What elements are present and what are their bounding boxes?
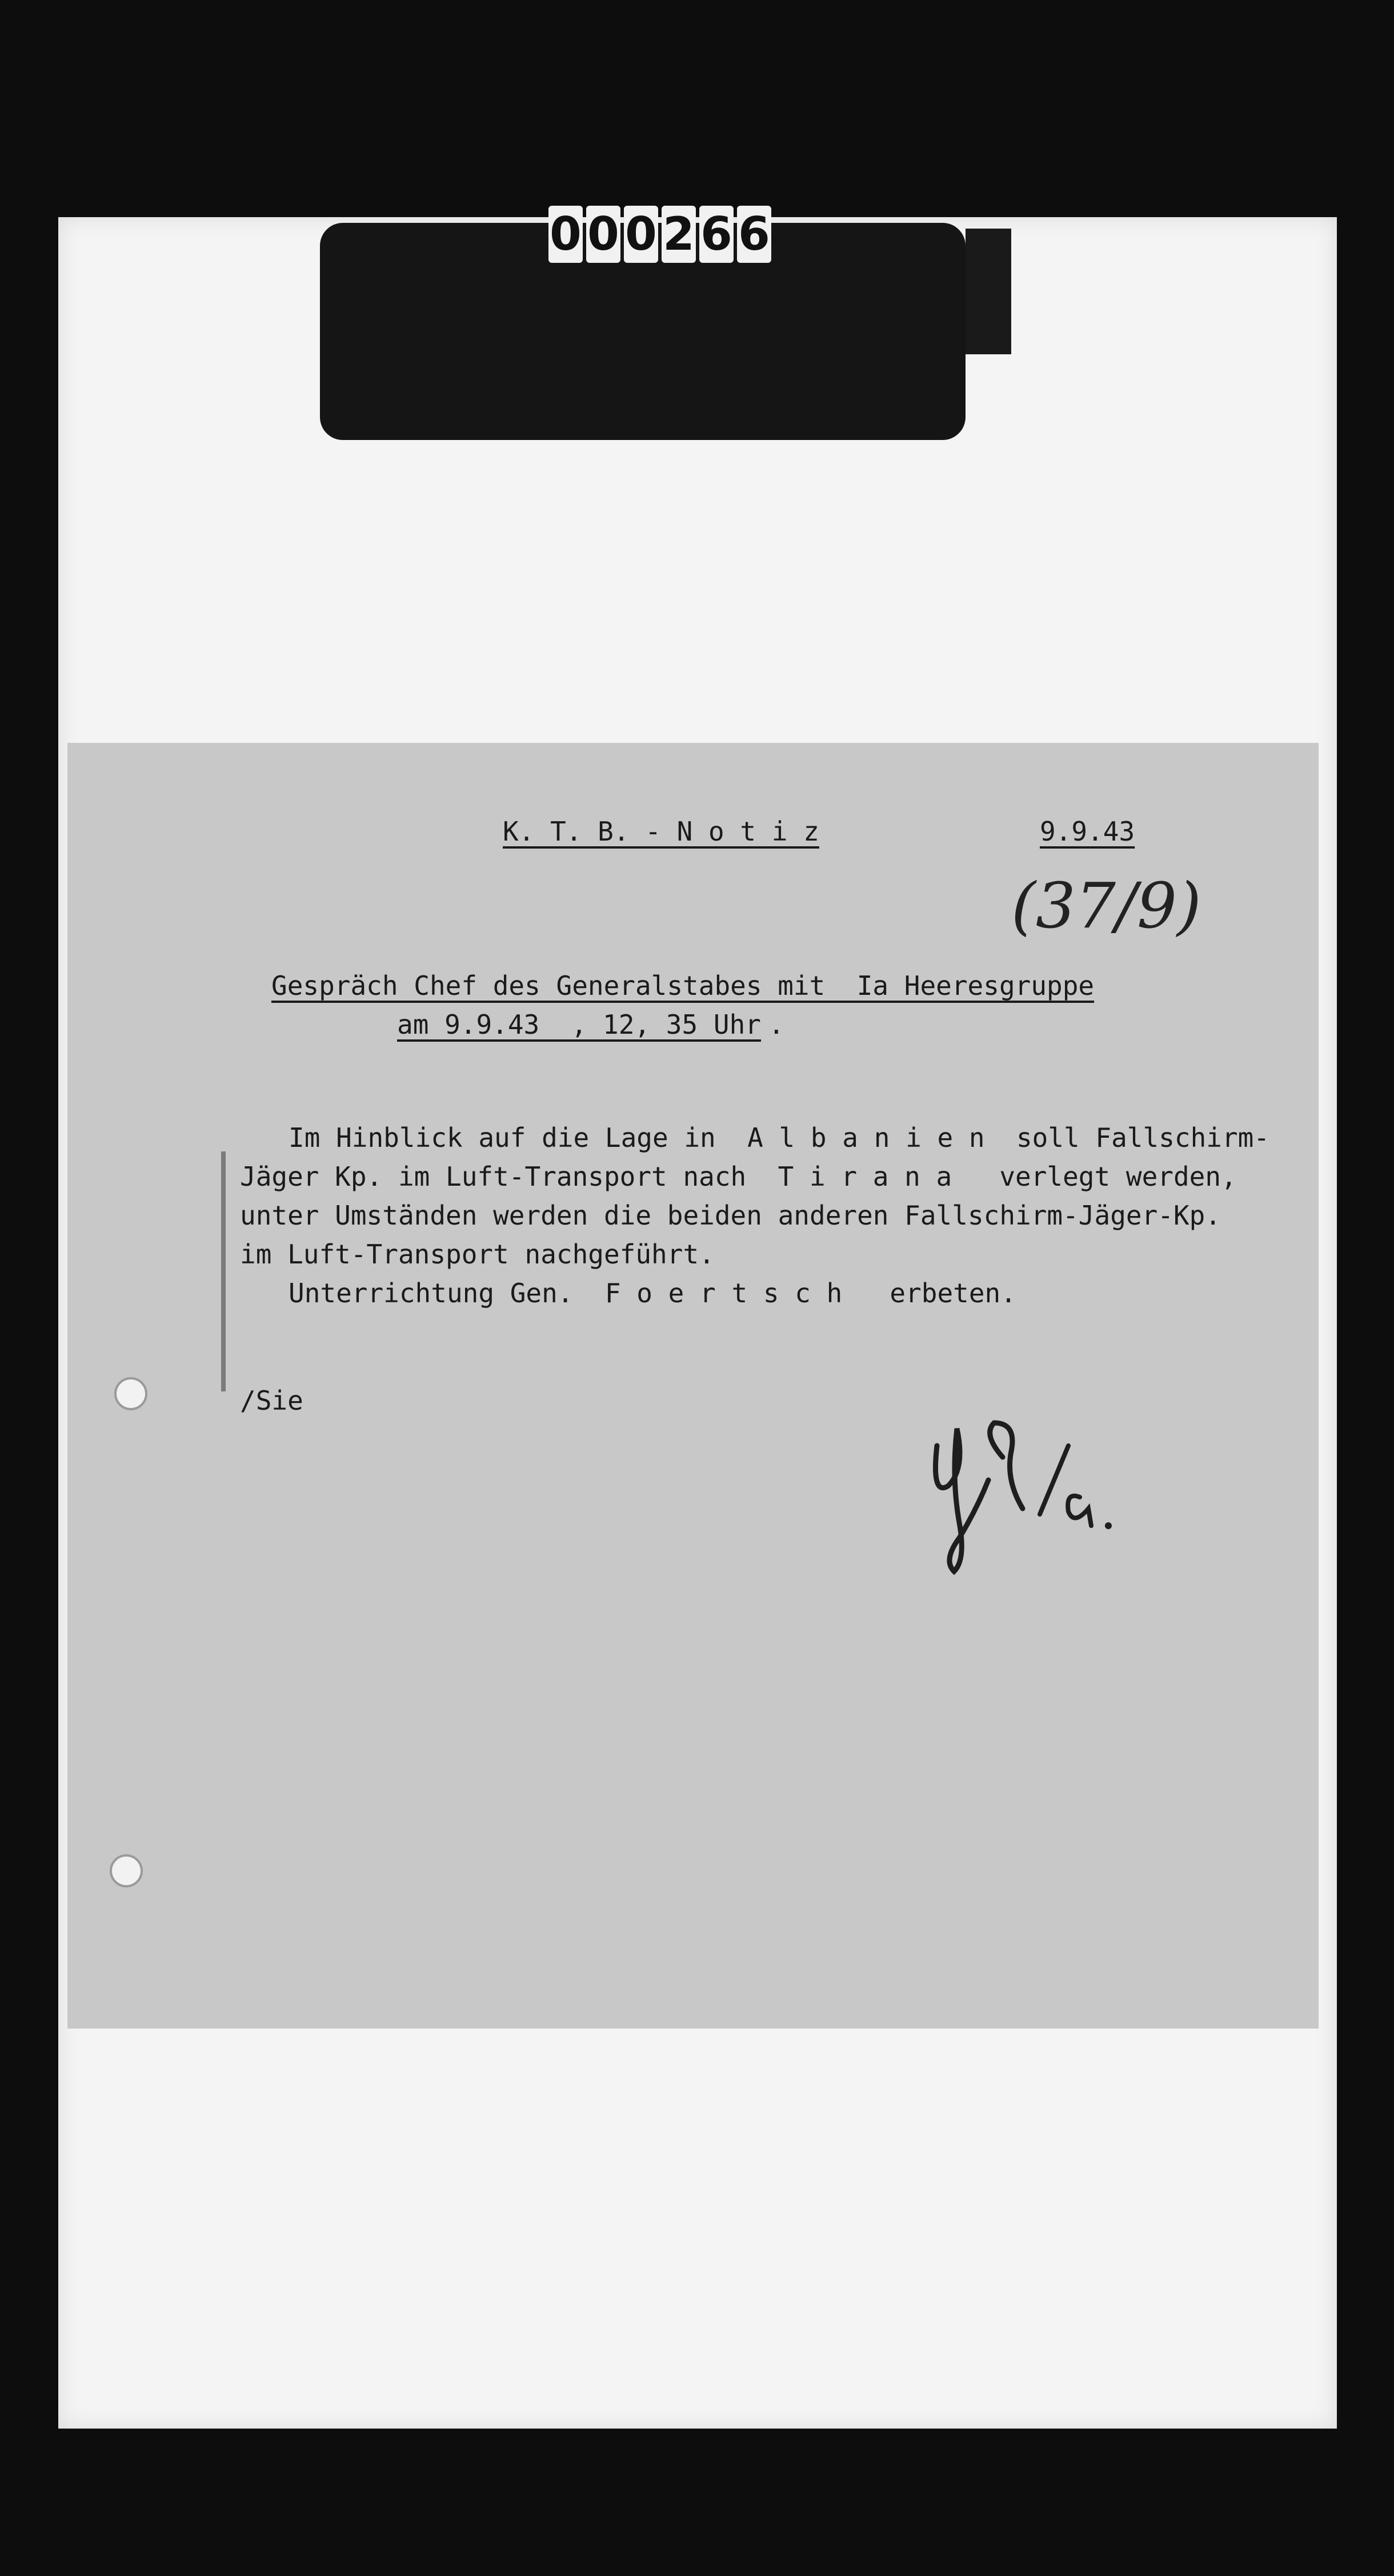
body-line: unter Umständen werden die beiden anderen Fallschirm-Jäger-Kp.	[240, 1200, 1221, 1231]
signature-initials	[926, 1411, 1131, 1583]
counter-digit: 6	[737, 206, 771, 263]
body-line: Unterrichtung Gen. F o e r t s c h erbeten.	[289, 1278, 1016, 1309]
body-line: Im Hinblick auf die Lage in A l b a n i e n soll Fallschirm-	[289, 1122, 1270, 1153]
note-title: K. T. B. - N o t i z	[503, 816, 819, 847]
counter-digit: 0	[548, 206, 583, 263]
counter-digit: 6	[699, 206, 734, 263]
subject-line-2-end: .	[768, 1009, 784, 1040]
counter-digit: 0	[586, 206, 620, 263]
punch-hole-upper	[114, 1377, 147, 1410]
body-line: im Luft-Transport nachgeführt.	[240, 1239, 715, 1270]
counter-digit: 0	[624, 206, 658, 263]
archive-mark: (37/9)	[1011, 869, 1201, 942]
frame-counter	[548, 206, 771, 263]
punch-hole-lower	[110, 1854, 143, 1887]
margin-mark	[221, 1151, 226, 1391]
counter-digit: 2	[662, 206, 696, 263]
subject-line-2: am 9.9.43 , 12, 35 Uhr	[397, 1009, 761, 1040]
body-line: Jäger Kp. im Luft-Transport nach T i r a n a verlegt werden,	[240, 1161, 1237, 1192]
clip-side-bracket	[966, 229, 1011, 354]
author-code: /Sie	[240, 1385, 303, 1416]
subject-line-1: Gespräch Chef des Generalstabes mit Ia Heeresgruppe	[271, 970, 1095, 1001]
note-date: 9.9.43	[1040, 816, 1135, 847]
